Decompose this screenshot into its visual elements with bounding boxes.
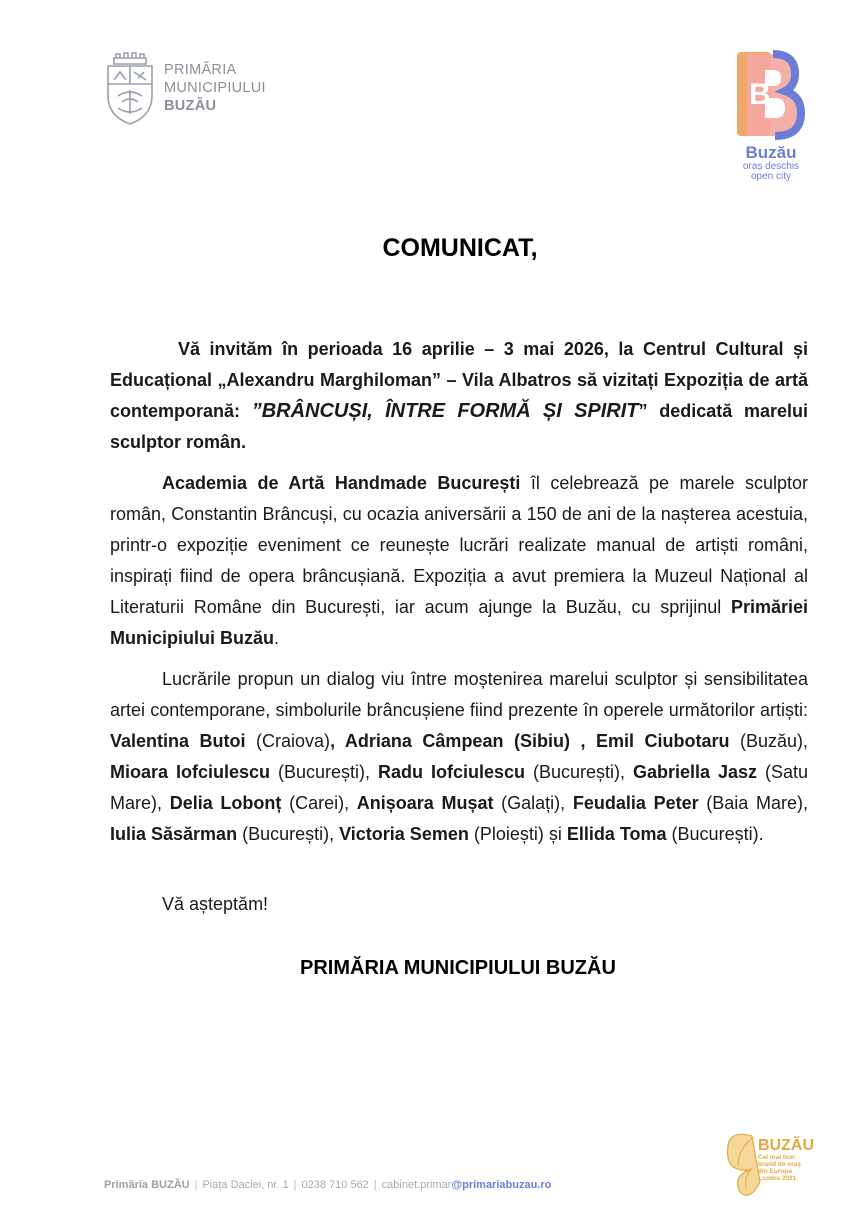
paragraph-artists: Lucrările propun un dialog viu între moștenirea marelui sculptor și sensibilitatea artei contemporane, simbolurile brâncușiene fiind prezente în operele următorilor artiști: Valentina Butoi (Craiova), Adriana Câmpean (Sibiu) , Emil Ciubotaru (Buzău), Mioara Iofciulescu (București), Radu Iofciulescu (București), Gabriella Jasz (Satu Mare), Delia Lobonț (Carei), Anișoara Mușat (Galați), Feudalia Peter (Baia Mare), Iulia Săsărman (București), Victoria Semen (Ploiești) și Ellida Toma (București).: [110, 669, 809, 844]
paragraph-invitation: Vă invităm în perioada 16 aprilie – 3 mai 2026, la Centrul Cultural și Educațional „Alexandru Marghiloman” – Vila Albatros să vizitați Expoziția de artă contemporană: ”BRÂNCUȘI, ÎNTRE FORMĂ ȘI SPIRIT” dedicată marelui sculptor român.: [110, 339, 808, 452]
document-title: COMUNICAT,: [382, 234, 538, 262]
paragraph-description: Academia de Artă Handmade București îl celebrează pe marele sculptor român, Constantin Brâncuși, cu ocazia aniversării a 150 de ani de la nașterea acestuia, printr-o expoziție eveniment ce reunește lucrări realizate manual de artiști români, inspirați fiind de opera brâncușiană. Expoziția a avut premiera la Muzeul Național al Literaturii Române din București, iar acum ajunge la Buzău, cu sprijinul Primăriei Municipiului Buzău.: [110, 473, 808, 648]
municipality-header: [104, 50, 266, 126]
footer-email[interactable]: cabinet.primar@primariabuzau.ro: [381, 1179, 552, 1191]
footer-phone: 0238 710 562: [301, 1179, 369, 1191]
badge-title: BUZĂU: [758, 1137, 814, 1154]
artist-name: Delia Lobonț: [169, 793, 282, 813]
org-name-line-2: MUNICIPIULUI: [164, 80, 266, 96]
artist-name: Victoria Semen: [339, 824, 469, 844]
brand-b-logo-icon: [733, 46, 809, 142]
municipality-name: [164, 61, 266, 115]
org-name-line-1: PRIMĂRIA: [164, 62, 237, 78]
footer-address: Piața Daciei, nr. 1: [202, 1179, 289, 1191]
artist-name: Ellida Toma: [566, 824, 667, 844]
brand-tagline-en: open city: [750, 171, 792, 182]
closing-greeting: Vă așteptăm!: [162, 894, 269, 914]
artist-name: , Adriana Câmpean (Sibiu) , Emil Ciubotaru: [330, 731, 730, 751]
artist-name: Iulia Săsărman: [110, 824, 238, 844]
artist-name: Radu Iofciulescu: [377, 762, 525, 782]
footer-org: Primăria BUZĂU: [104, 1179, 190, 1191]
artist-name: Anișoara Mușat: [356, 793, 494, 813]
brand-name: Buzău: [745, 143, 797, 162]
brand-tagline-ro: oraș deschis: [742, 161, 800, 172]
signature: PRIMĂRIA MUNICIPIULUI BUZĂU: [300, 957, 616, 979]
award-badge: BUZĂU Cel mai bun brand de oraș din Europa Londra 2021: [758, 1137, 814, 1182]
artist-name: Mioara Iofciulescu: [110, 762, 271, 782]
academy-name: Academia de Artă Handmade București: [162, 473, 521, 493]
artist-name: Gabriella Jasz: [632, 762, 757, 782]
document-body: [110, 334, 808, 850]
artist-name: Feudalia Peter: [572, 793, 699, 813]
city-brand-logo: [730, 46, 812, 182]
sponsor-name: Primăriei Municipiului Buzău: [110, 597, 808, 648]
exhibition-title: ”BRÂNCUȘI, ÎNTRE FORMĂ ȘI SPIRIT: [251, 400, 639, 422]
org-name-line-3: BUZĂU: [164, 98, 217, 114]
footer-contact: Primăria BUZĂU | Piața Daciei, nr. 1 | 0238 710 562 | cabinet.primar@primariabuzau.ro: [104, 1179, 552, 1191]
coat-of-arms-icon: [104, 50, 156, 126]
artist-name: Valentina Butoi: [110, 731, 246, 751]
brand-letter: B: [749, 78, 771, 111]
